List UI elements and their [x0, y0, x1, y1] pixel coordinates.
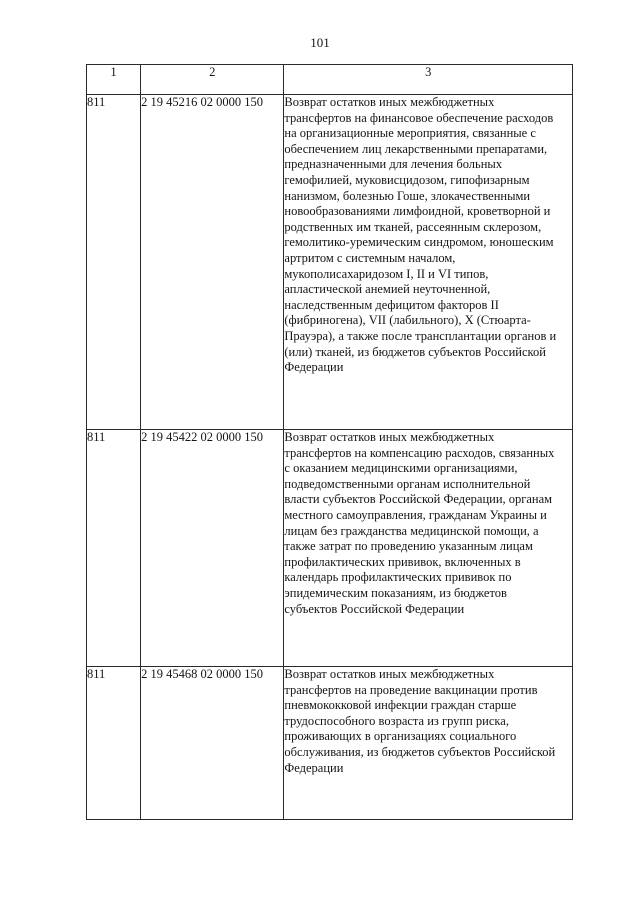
description-line: нанизмом, болезнью Гоше, злокачественными [284, 188, 531, 203]
description-line: трансфертов на компенсацию расходов, связанных [284, 445, 555, 460]
description-line: трудоспособного возраста из групп риска, [284, 713, 509, 728]
description-line: власти субъектов Российской Федерации, органам [284, 492, 553, 507]
table-header-row [87, 65, 573, 95]
column-header-2: 2 [141, 65, 284, 95]
page-number: 101 [310, 35, 330, 50]
description-line: новообразованиями лимфоидной, кроветворной и [284, 204, 551, 219]
description-line: обеспечением лиц лекарственными препаратами, [284, 141, 548, 156]
description-line: календарь профилактических прививок по [284, 570, 512, 585]
description-line: гемофилией, муковисцидозом, гипофизарным [284, 172, 530, 187]
description-line: подведомственными органам исполнительной [284, 476, 531, 491]
description-line: наследственным дефицитом факторов II [284, 297, 499, 312]
admin-code-cell: 811 [87, 95, 141, 430]
description-line: (фибриногена), VII (лабильного), X (Стюарта- [284, 313, 531, 328]
description-line: с оказанием медицинскими организациями, [284, 461, 518, 476]
column-header-3: 3 [284, 65, 573, 95]
description-cell [284, 667, 573, 820]
description-line: Федерации [284, 760, 344, 775]
admin-code-cell: 811 [87, 430, 141, 667]
description-line: также затрат по проведению указанным лицам [284, 539, 533, 554]
description-line: местного самоуправления, гражданам Украины и [284, 507, 547, 522]
description-line: Федерации [284, 360, 344, 375]
column-header-1: 1 [87, 65, 141, 95]
description-line: Прауэра), а также после трансплантации органов и [284, 328, 557, 343]
admin-code-cell: 811 [87, 667, 141, 820]
kbk-code-cell: 2 19 45216 02 0000 150 [141, 95, 284, 430]
description-line: гемолитико-уремическим синдромом, юношеским [284, 235, 554, 250]
description-line: трансфертов на проведение вакцинации против [284, 682, 538, 697]
description-line: родственных им тканей, рассеянным склерозом, [284, 219, 542, 234]
description-line: Возврат остатков иных межбюджетных [284, 667, 495, 681]
description-line: Возврат остатков иных межбюджетных [284, 95, 495, 109]
description-line: артритом с системным началом, [284, 250, 456, 265]
description-line: предназначенными для лечения больных [284, 157, 503, 172]
description-line: обслуживания, из бюджетов субъектов Российской [284, 744, 556, 759]
description-line: пневмококковой инфекции граждан старше [284, 698, 517, 713]
table-row [87, 667, 573, 820]
description-line: субъектов Российской Федерации [284, 601, 465, 616]
description-line: на организационные мероприятия, связанные с [284, 126, 536, 141]
description-cell [284, 95, 573, 430]
budget-codes-table [86, 64, 573, 820]
description-line: лицам без гражданства медицинской помощи, а [284, 523, 539, 538]
description-line: (или) тканей, из бюджетов субъектов Российской [284, 344, 546, 359]
description-line: апластической анемией неуточненной, [284, 282, 491, 297]
description-line: эпидемическим показаниям, из бюджетов [284, 585, 507, 600]
description-line: профилактических прививок, включенных в [284, 554, 521, 569]
description-line: Возврат остатков иных межбюджетных [284, 430, 495, 444]
table-row [87, 95, 573, 430]
kbk-code-cell: 2 19 45468 02 0000 150 [141, 667, 284, 820]
description-line: мукополисахаридозом I, II и VI типов, [284, 266, 489, 281]
description-line: трансфертов на финансовое обеспечение расходов [284, 110, 554, 125]
description-cell [284, 430, 573, 667]
description-line: проживающих в организациях социального [284, 729, 517, 744]
kbk-code-cell: 2 19 45422 02 0000 150 [141, 430, 284, 667]
table-row [87, 430, 573, 667]
